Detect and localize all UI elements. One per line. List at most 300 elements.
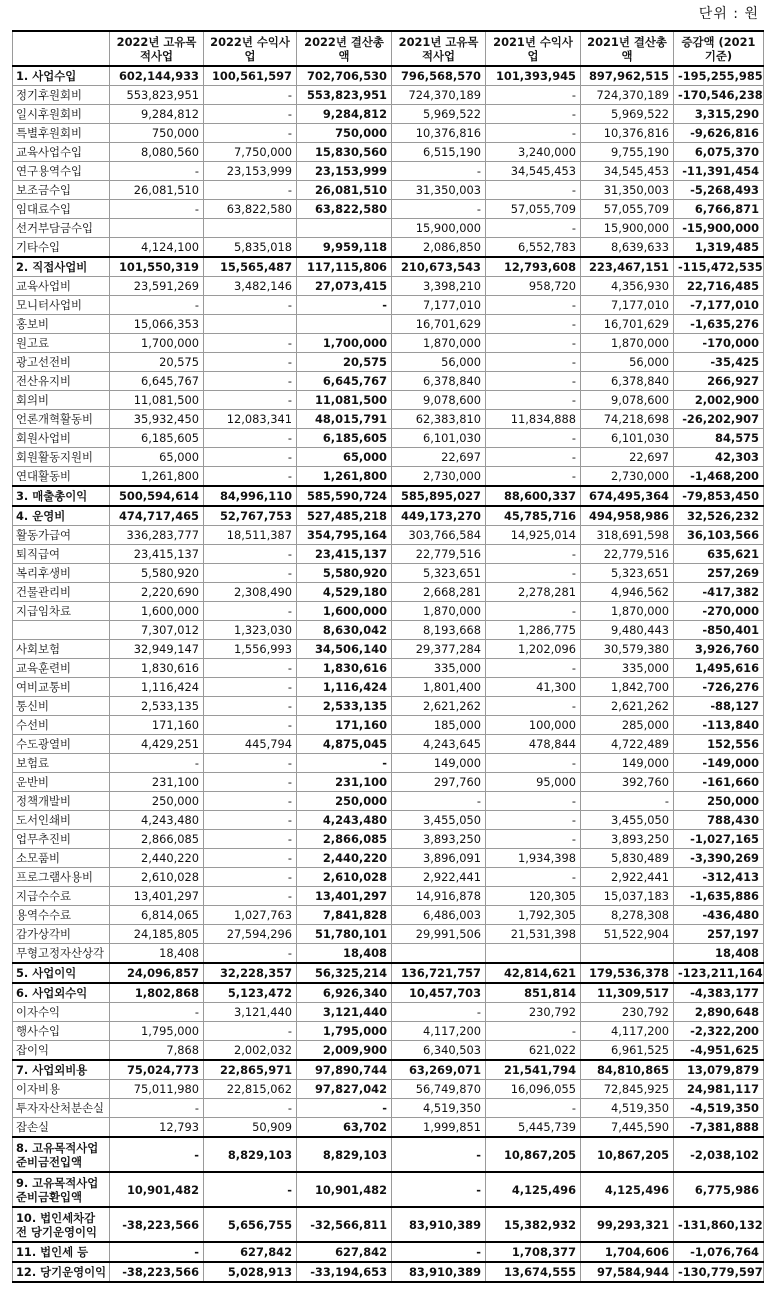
row-value: 1,556,993: [204, 640, 297, 659]
row-value: 9,284,812: [297, 105, 392, 124]
row-label: 수선비: [13, 716, 110, 735]
row-value: -: [110, 200, 204, 219]
row-value: 10,457,703: [392, 983, 486, 1003]
row-value: 22,779,516: [581, 545, 674, 564]
row-value: 13,401,297: [110, 887, 204, 906]
row-value: -: [486, 124, 581, 143]
row-value: -: [486, 811, 581, 830]
row-value: -123,211,164: [674, 963, 764, 983]
row-value: 35,932,450: [110, 410, 204, 429]
row-value: -170,000: [674, 334, 764, 353]
row-value: -: [486, 315, 581, 334]
row-value: 185,000: [392, 716, 486, 735]
table-row: [13, 735, 764, 754]
row-label: 활동가급여: [13, 526, 110, 545]
row-value: 75,011,980: [110, 1080, 204, 1099]
row-label: 복리후생비: [13, 564, 110, 583]
row-value: -: [204, 391, 297, 410]
row-value: -3,390,269: [674, 849, 764, 868]
row-value: 674,495,364: [581, 486, 674, 506]
table-row: [13, 811, 764, 830]
row-value: -: [297, 754, 392, 773]
row-value: 149,000: [392, 754, 486, 773]
row-label: 연구용역수입: [13, 162, 110, 181]
row-value: 5,969,522: [581, 105, 674, 124]
row-label: 지급임차료: [13, 602, 110, 621]
row-value: -: [486, 792, 581, 811]
row-value: 2,440,220: [297, 849, 392, 868]
row-value: 5,835,018: [204, 238, 297, 258]
row-value: 1,700,000: [297, 334, 392, 353]
row-value: -: [486, 296, 581, 315]
row-value: 6,378,840: [581, 372, 674, 391]
row-value: 5,656,755: [204, 1207, 297, 1242]
table-row: [13, 1041, 764, 1061]
row-value: 24,981,117: [674, 1080, 764, 1099]
row-label: 임대료수입: [13, 200, 110, 219]
row-value: 12,793,608: [486, 257, 581, 277]
row-value: -: [486, 602, 581, 621]
row-value: -: [486, 1099, 581, 1118]
row-value: -: [486, 448, 581, 467]
row-value: 553,823,951: [297, 86, 392, 105]
row-label: 프로그램사용비: [13, 868, 110, 887]
table-row-section: [13, 1137, 764, 1172]
table-row: [13, 1099, 764, 1118]
row-value: 750,000: [110, 124, 204, 143]
row-value: 56,000: [392, 353, 486, 372]
row-value: 4,519,350: [392, 1099, 486, 1118]
header-cell-2021-total: 2021년 결산총액: [581, 31, 674, 66]
row-value: 63,822,580: [204, 200, 297, 219]
row-value: 2,890,648: [674, 1003, 764, 1022]
table-row: [13, 429, 764, 448]
row-value: -: [392, 1242, 486, 1262]
row-value: -: [204, 334, 297, 353]
table-header: [13, 31, 764, 66]
row-value: 250,000: [674, 792, 764, 811]
row-value: 2,308,490: [204, 583, 297, 602]
row-label: 기타수입: [13, 238, 110, 258]
row-label: 무형고정자산상각: [13, 944, 110, 964]
row-value: -: [204, 429, 297, 448]
row-value: 2,730,000: [581, 467, 674, 487]
row-value: -7,381,888: [674, 1118, 764, 1138]
row-value: -1,635,886: [674, 887, 764, 906]
row-value: -1,027,165: [674, 830, 764, 849]
row-value: 354,795,164: [297, 526, 392, 545]
row-value: -: [204, 773, 297, 792]
row-value: 1,495,616: [674, 659, 764, 678]
row-value: 32,228,357: [204, 963, 297, 983]
row-value: -726,276: [674, 678, 764, 697]
row-value: 3,315,290: [674, 105, 764, 124]
row-value: -: [204, 353, 297, 372]
row-value: 2,086,850: [392, 238, 486, 258]
row-label: 11. 법인세 등: [13, 1242, 110, 1262]
row-value: 2,621,262: [581, 697, 674, 716]
row-value: 16,096,055: [486, 1080, 581, 1099]
row-value: 152,556: [674, 735, 764, 754]
row-value: 250,000: [297, 792, 392, 811]
row-value: 724,370,189: [581, 86, 674, 105]
row-label: 5. 사업이익: [13, 963, 110, 983]
row-value: 8,278,308: [581, 906, 674, 925]
row-value: 621,022: [486, 1041, 581, 1061]
row-value: 22,779,516: [392, 545, 486, 564]
table-row: [13, 1003, 764, 1022]
row-value: -: [486, 659, 581, 678]
row-value: -: [204, 372, 297, 391]
row-value: 4,722,489: [581, 735, 674, 754]
row-label: 전산유지비: [13, 372, 110, 391]
row-value: 527,485,218: [297, 506, 392, 526]
row-label: 용역수수료: [13, 906, 110, 925]
row-value: 51,780,101: [297, 925, 392, 944]
row-label: 홍보비: [13, 315, 110, 334]
table-row: [13, 1118, 764, 1138]
row-value: 42,814,621: [486, 963, 581, 983]
row-value: 4,946,562: [581, 583, 674, 602]
row-value: 12,083,341: [204, 410, 297, 429]
row-value: 3,121,440: [204, 1003, 297, 1022]
row-label: 교육훈련비: [13, 659, 110, 678]
row-value: 2,922,441: [392, 868, 486, 887]
row-value: 11,309,517: [581, 983, 674, 1003]
row-value: 9,078,600: [392, 391, 486, 410]
row-value: 32,526,232: [674, 506, 764, 526]
row-value: 21,541,794: [486, 1060, 581, 1080]
row-label: 2. 직접사업비: [13, 257, 110, 277]
row-value: [392, 944, 486, 964]
row-label: 원고료: [13, 334, 110, 353]
row-label: 1. 사업수입: [13, 66, 110, 86]
row-value: 6,645,767: [110, 372, 204, 391]
table-row: [13, 124, 764, 143]
row-value: 41,300: [486, 678, 581, 697]
row-value: 23,591,269: [110, 277, 204, 296]
row-value: 14,916,878: [392, 887, 486, 906]
row-label: 교육사업수입: [13, 143, 110, 162]
row-value: 4,117,200: [392, 1022, 486, 1041]
row-label: 10. 법인세차감전 당기운영이익: [13, 1207, 110, 1242]
row-value: 8,639,633: [581, 238, 674, 258]
row-value: -: [486, 391, 581, 410]
row-value: 15,066,353: [110, 315, 204, 334]
table-row-section: [13, 1060, 764, 1080]
row-value: 22,697: [392, 448, 486, 467]
row-value: 15,900,000: [392, 219, 486, 238]
row-value: 2,610,028: [297, 868, 392, 887]
row-value: 303,766,584: [392, 526, 486, 545]
row-value: 4,125,496: [581, 1172, 674, 1207]
row-value: -79,853,450: [674, 486, 764, 506]
table-row: [13, 906, 764, 925]
row-value: 1,319,485: [674, 238, 764, 258]
table-row: [13, 887, 764, 906]
row-value: 5,123,472: [204, 983, 297, 1003]
table-row: [13, 238, 764, 258]
table-row: [13, 849, 764, 868]
row-value: [581, 944, 674, 964]
row-value: 4,875,045: [297, 735, 392, 754]
row-value: -5,268,493: [674, 181, 764, 200]
row-value: 1,027,763: [204, 906, 297, 925]
row-value: 335,000: [392, 659, 486, 678]
row-value: 449,173,270: [392, 506, 486, 526]
row-value: 100,561,597: [204, 66, 297, 86]
row-value: 65,000: [297, 448, 392, 467]
row-value: 7,177,010: [581, 296, 674, 315]
row-value: -: [204, 944, 297, 964]
row-value: 230,792: [486, 1003, 581, 1022]
row-value: 6,775,986: [674, 1172, 764, 1207]
table-row-section: [13, 1207, 764, 1242]
row-value: 14,925,014: [486, 526, 581, 545]
unit-label: 단위 : 원: [698, 6, 759, 22]
row-value: 1,704,606: [581, 1242, 674, 1262]
row-value: 2,533,135: [297, 697, 392, 716]
row-value: -: [486, 219, 581, 238]
row-value: 5,580,920: [297, 564, 392, 583]
row-value: -: [204, 792, 297, 811]
row-value: 1,792,305: [486, 906, 581, 925]
row-value: 36,103,566: [674, 526, 764, 545]
row-value: 1,870,000: [581, 334, 674, 353]
row-value: 4,529,180: [297, 583, 392, 602]
row-value: -: [486, 1022, 581, 1041]
row-value: 958,720: [486, 277, 581, 296]
row-value: 15,900,000: [581, 219, 674, 238]
row-value: 15,830,560: [297, 143, 392, 162]
row-value: 7,307,012: [110, 621, 204, 640]
row-value: 13,079,879: [674, 1060, 764, 1080]
row-value: 1,934,398: [486, 849, 581, 868]
row-value: 7,177,010: [392, 296, 486, 315]
row-label: 9. 고유목적사업 준비금환입액: [13, 1172, 110, 1207]
row-label: 6. 사업외수익: [13, 983, 110, 1003]
row-value: 18,408: [297, 944, 392, 964]
row-value: 22,716,485: [674, 277, 764, 296]
row-label: 회원활동지원비: [13, 448, 110, 467]
row-value: 84,810,865: [581, 1060, 674, 1080]
row-value: 63,702: [297, 1118, 392, 1138]
row-value: -195,255,985: [674, 66, 764, 86]
row-value: 56,325,214: [297, 963, 392, 983]
row-value: 2,009,900: [297, 1041, 392, 1061]
row-value: 45,785,716: [486, 506, 581, 526]
row-value: [110, 219, 204, 238]
row-value: 6,926,340: [297, 983, 392, 1003]
header-cell-2022-profit: 2022년 수익사업: [204, 31, 297, 66]
row-label: 감가상각비: [13, 925, 110, 944]
row-value: -: [204, 124, 297, 143]
row-value: 724,370,189: [392, 86, 486, 105]
row-value: -88,127: [674, 697, 764, 716]
row-value: 1,286,775: [486, 621, 581, 640]
row-label: 보험료: [13, 754, 110, 773]
row-value: 6,645,767: [297, 372, 392, 391]
table-row-section: [13, 506, 764, 526]
row-value: 11,081,500: [297, 391, 392, 410]
row-value: 31,350,003: [392, 181, 486, 200]
row-value: 95,000: [486, 773, 581, 792]
row-value: 5,028,913: [204, 1262, 297, 1282]
row-value: [204, 315, 297, 334]
row-value: 62,383,810: [392, 410, 486, 429]
row-value: -: [110, 1099, 204, 1118]
row-value: 4,519,350: [581, 1099, 674, 1118]
row-label: 4. 운영비: [13, 506, 110, 526]
row-value: -: [486, 86, 581, 105]
row-value: -7,177,010: [674, 296, 764, 315]
row-value: 22,815,062: [204, 1080, 297, 1099]
row-label: 잡손실: [13, 1118, 110, 1138]
row-value: 4,429,251: [110, 735, 204, 754]
row-value: 750,000: [297, 124, 392, 143]
row-value: -: [110, 1242, 204, 1262]
row-value: -: [204, 887, 297, 906]
row-value: 1,323,030: [204, 621, 297, 640]
row-value: 336,283,777: [110, 526, 204, 545]
row-value: 26,081,510: [297, 181, 392, 200]
row-value: [204, 219, 297, 238]
row-value: 4,243,480: [297, 811, 392, 830]
row-value: 4,243,480: [110, 811, 204, 830]
row-value: 10,867,205: [581, 1137, 674, 1172]
row-value: 1,600,000: [297, 602, 392, 621]
row-value: 57,055,709: [486, 200, 581, 219]
row-value: 3,398,210: [392, 277, 486, 296]
row-value: 553,823,951: [110, 86, 204, 105]
row-value: 478,844: [486, 735, 581, 754]
row-value: 1,202,096: [486, 640, 581, 659]
row-value: 18,408: [110, 944, 204, 964]
row-value: 585,895,027: [392, 486, 486, 506]
row-value: -: [486, 372, 581, 391]
row-value: 24,185,805: [110, 925, 204, 944]
row-value: 6,961,525: [581, 1041, 674, 1061]
row-label: 7. 사업외비용: [13, 1060, 110, 1080]
row-value: 4,125,496: [486, 1172, 581, 1207]
row-value: 6,185,605: [110, 429, 204, 448]
row-value: 10,376,816: [581, 124, 674, 143]
table-row: [13, 219, 764, 238]
row-value: -: [486, 467, 581, 487]
row-value: 1,830,616: [110, 659, 204, 678]
row-value: 2,730,000: [392, 467, 486, 487]
row-value: -: [204, 296, 297, 315]
row-value: 24,096,857: [110, 963, 204, 983]
row-value: 84,996,110: [204, 486, 297, 506]
row-value: -: [581, 792, 674, 811]
row-value: 179,536,378: [581, 963, 674, 983]
row-value: -436,480: [674, 906, 764, 925]
row-value: -: [392, 1172, 486, 1207]
row-value: 1,795,000: [110, 1022, 204, 1041]
row-value: 250,000: [110, 792, 204, 811]
row-value: 585,590,724: [297, 486, 392, 506]
row-label: 운반비: [13, 773, 110, 792]
row-value: 27,594,296: [204, 925, 297, 944]
row-label: 선거부담금수입: [13, 219, 110, 238]
row-value: 65,000: [110, 448, 204, 467]
header-cell-2021-profit: 2021년 수익사업: [486, 31, 581, 66]
row-value: -: [486, 334, 581, 353]
row-value: 2,621,262: [392, 697, 486, 716]
row-value: 500,594,614: [110, 486, 204, 506]
row-value: 27,073,415: [297, 277, 392, 296]
row-value: -26,202,907: [674, 410, 764, 429]
row-value: 9,284,812: [110, 105, 204, 124]
row-value: 2,866,085: [110, 830, 204, 849]
row-value: 6,552,783: [486, 238, 581, 258]
row-value: 9,078,600: [581, 391, 674, 410]
row-value: 627,842: [204, 1242, 297, 1262]
row-value: 10,867,205: [486, 1137, 581, 1172]
row-value: 30,579,380: [581, 640, 674, 659]
table-row: [13, 754, 764, 773]
row-value: -: [204, 830, 297, 849]
row-value: 34,506,140: [297, 640, 392, 659]
table-row: [13, 162, 764, 181]
row-value: 56,749,870: [392, 1080, 486, 1099]
table-row: [13, 925, 764, 944]
row-value: 2,668,281: [392, 583, 486, 602]
row-value: 3,893,250: [581, 830, 674, 849]
row-value: -: [392, 792, 486, 811]
row-value: 3,121,440: [297, 1003, 392, 1022]
row-label: 지급수수료: [13, 887, 110, 906]
row-value: 1,830,616: [297, 659, 392, 678]
row-value: 56,000: [581, 353, 674, 372]
row-value: -: [204, 697, 297, 716]
row-value: 1,870,000: [581, 602, 674, 621]
table-row-section: [13, 983, 764, 1003]
row-value: 9,480,443: [581, 621, 674, 640]
row-label: 투자자산처분손실: [13, 1099, 110, 1118]
table-row: [13, 391, 764, 410]
table-row: [13, 315, 764, 334]
row-value: -: [392, 1137, 486, 1172]
row-value: 1,600,000: [110, 602, 204, 621]
row-value: -: [204, 811, 297, 830]
table-row: [13, 143, 764, 162]
row-value: 120,305: [486, 887, 581, 906]
row-label: 수도광열비: [13, 735, 110, 754]
row-value: 8,193,668: [392, 621, 486, 640]
row-value: 7,445,590: [581, 1118, 674, 1138]
row-value: 100,000: [486, 716, 581, 735]
row-value: 18,511,387: [204, 526, 297, 545]
row-value: 2,922,441: [581, 868, 674, 887]
row-value: 101,550,319: [110, 257, 204, 277]
table-row: [13, 868, 764, 887]
row-value: 796,568,570: [392, 66, 486, 86]
row-value: -: [204, 86, 297, 105]
row-value: 602,144,933: [110, 66, 204, 86]
row-value: 48,015,791: [297, 410, 392, 429]
row-value: 6,766,871: [674, 200, 764, 219]
table-row-section: [13, 1172, 764, 1207]
row-value: -: [297, 1099, 392, 1118]
row-label: 여비교통비: [13, 678, 110, 697]
table-row: [13, 1022, 764, 1041]
table-row: [13, 678, 764, 697]
row-value: 8,829,103: [204, 1137, 297, 1172]
row-label: 일시후원회비: [13, 105, 110, 124]
row-value: 6,340,503: [392, 1041, 486, 1061]
